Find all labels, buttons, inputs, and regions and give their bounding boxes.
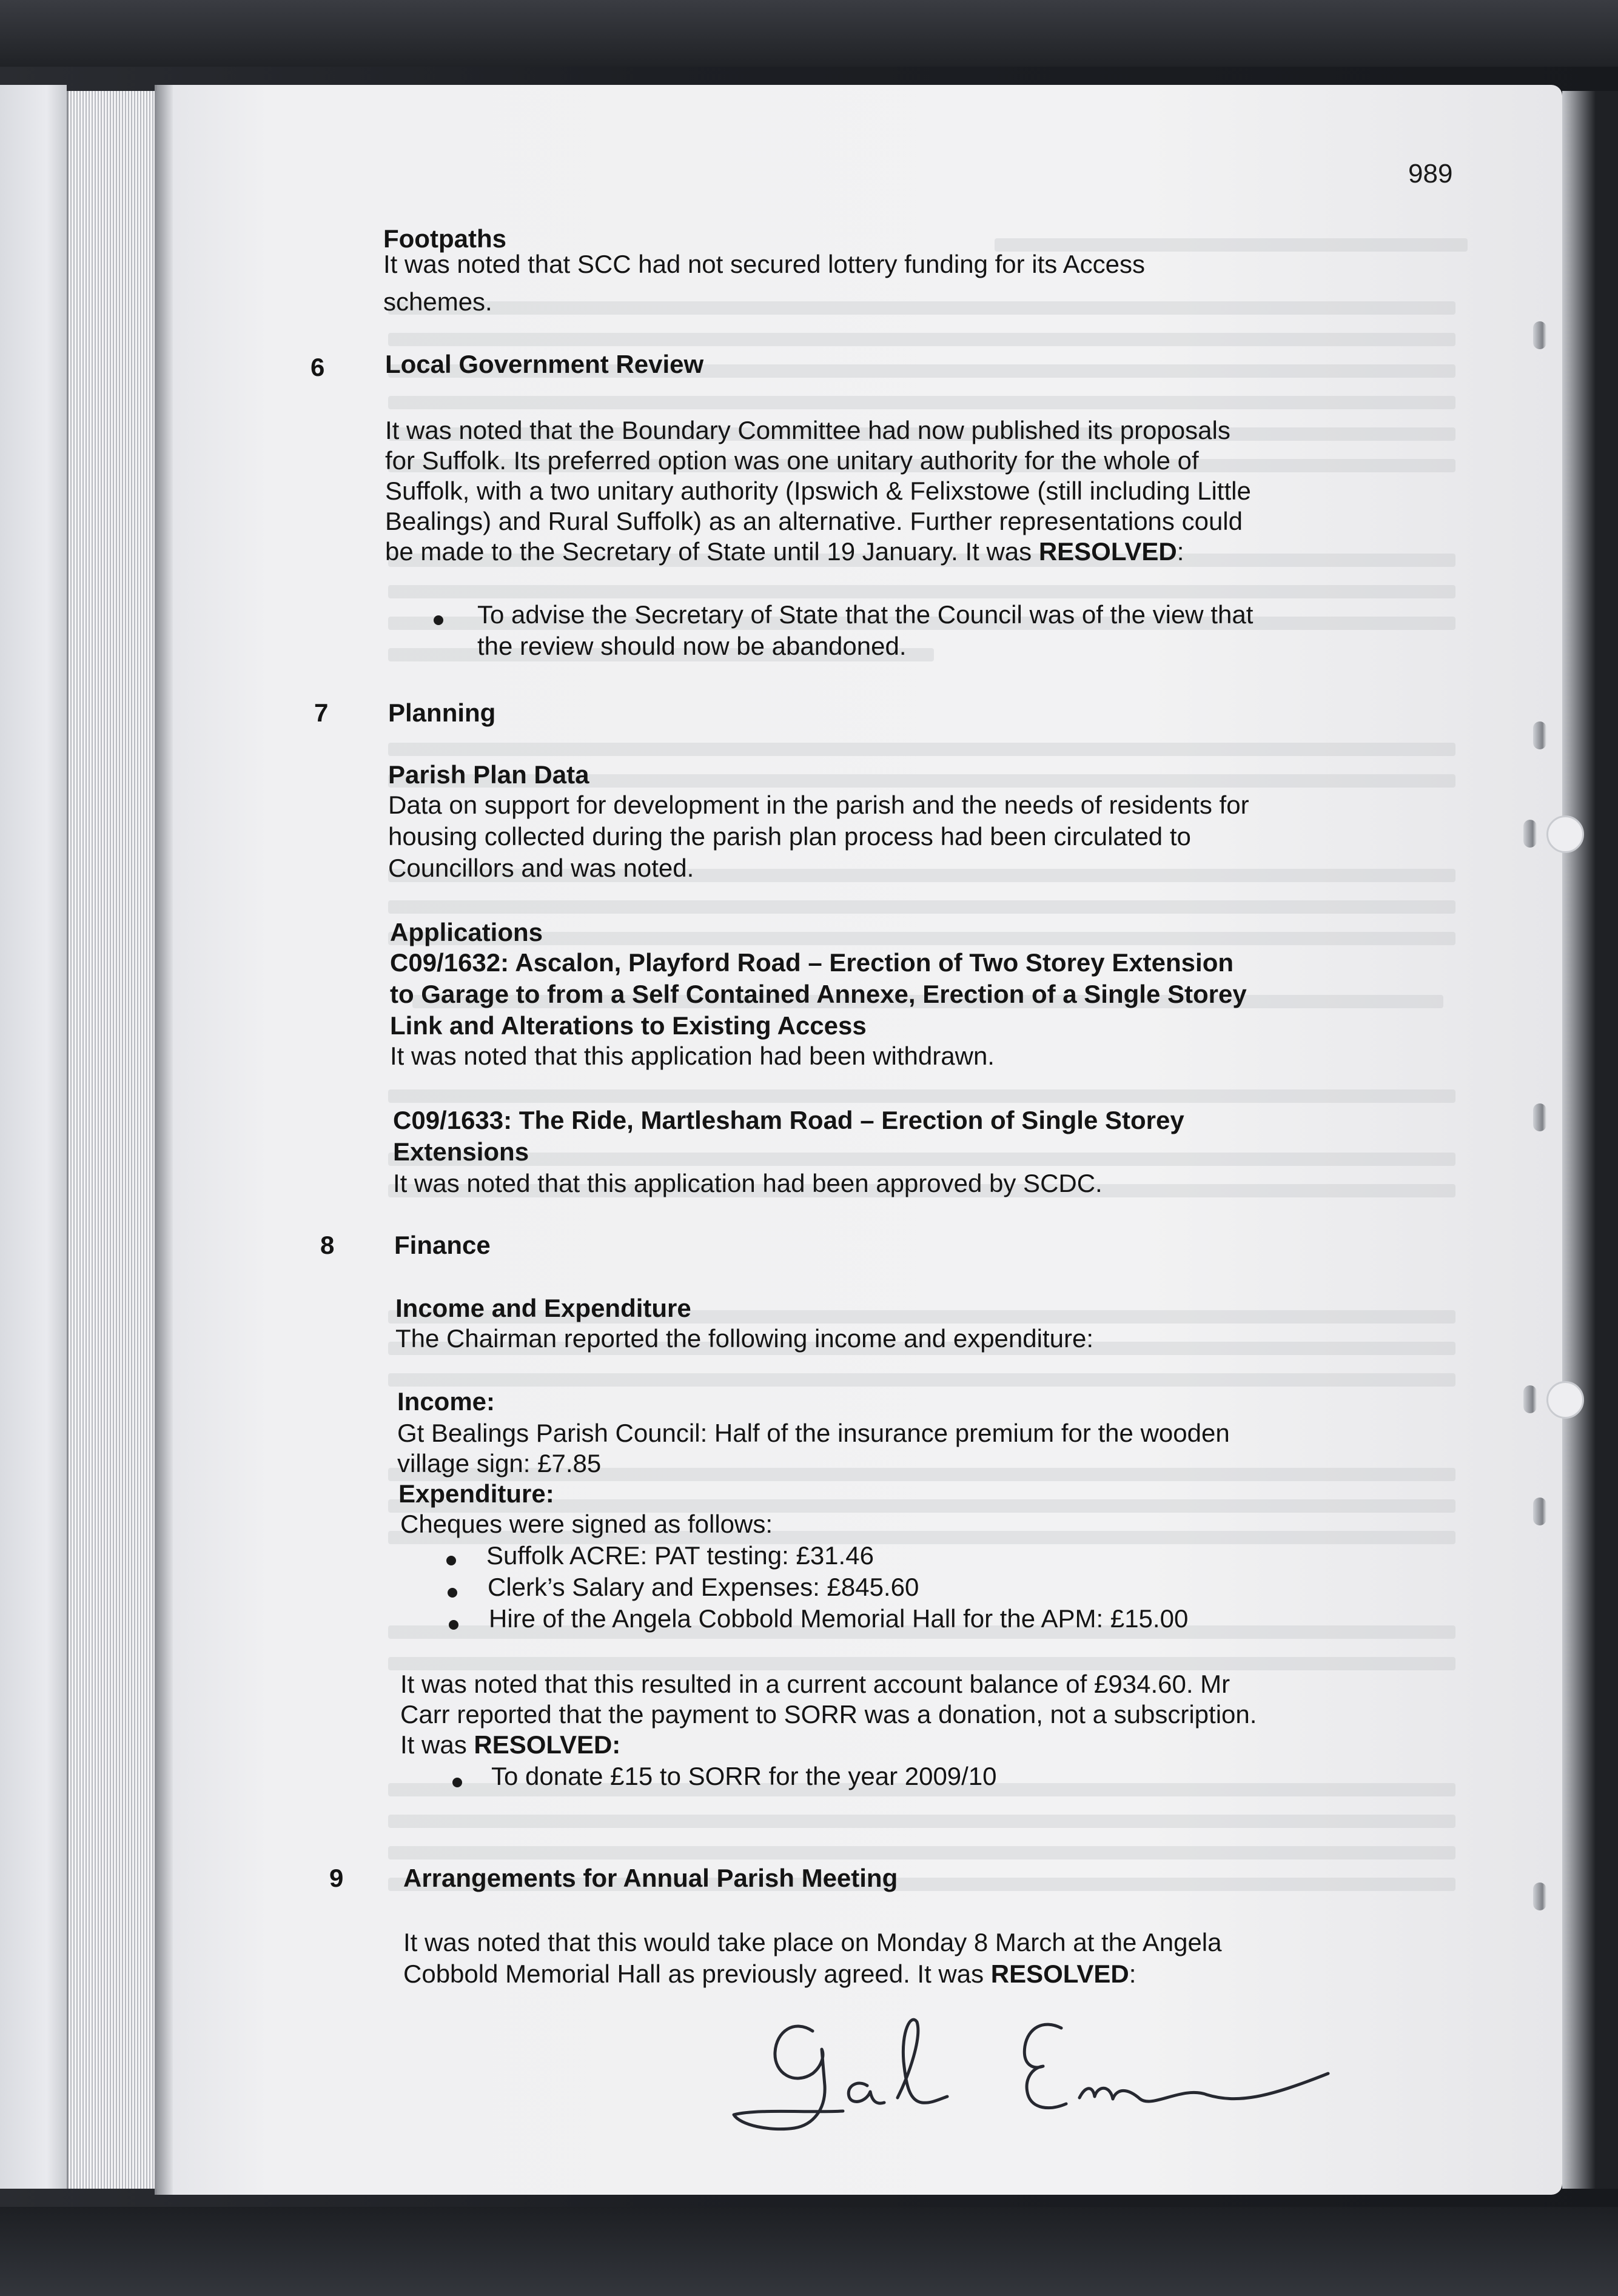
body-line: be made to the Secretary of State until 19 January. It was RESOLVED: [385,537,1184,566]
application-note: It was noted that this application had been withdrawn. [390,1042,995,1070]
body-line: It was noted that this would take place on Monday 8 March at the Angela [403,1928,1222,1956]
binder-top-rim [0,0,1618,67]
application-note: It was noted that this application had been approved by SCDC. [393,1169,1103,1197]
signature-icon [722,1995,1346,2152]
body-line: Data on support for development in the parish and the needs of residents for [388,791,1249,819]
item-number: 6 [311,353,325,381]
footpaths-line: It was noted that SCC had not secured lottery funding for its Access [383,250,1146,278]
item-number: 7 [314,698,329,727]
body-line: Suffolk, with a two unitary authority (Ipswich & Felixstowe (still including Little [385,477,1251,505]
footpaths-heading: Footpaths [383,224,506,253]
binder-ring-icon [1533,1103,1546,1131]
body-line: Carr reported that the payment to SORR was a donation, not a subscription. [400,1700,1257,1729]
body-line: The Chairman reported the following income and expenditure: [395,1324,1094,1353]
spine-shadow [155,85,173,2195]
subsection-heading: Income and Expenditure [395,1294,691,1322]
page-number: 989 [1408,159,1453,189]
bullet-icon [452,1778,462,1787]
cheque-item: Suffolk ACRE: PAT testing: £31.46 [486,1541,874,1570]
binder-ring-icon [1533,721,1546,749]
body-line: for Suffolk. Its preferred option was one unitary authority for the whole of [385,446,1199,475]
facing-page-edge [0,85,67,2189]
application-title: C09/1633: The Ride, Martlesham Road – Erection of Single Storey [393,1106,1184,1134]
binder-ring-icon [1533,1883,1546,1910]
body-line: housing collected during the parish plan process had been circulated to [388,822,1191,851]
bullet-icon [434,615,443,625]
application-title: to Garage to from a Self Contained Annexe, Erection of a Single Storey [390,980,1247,1008]
page-right-edge [1562,91,1618,2189]
income-label: Income: [397,1387,495,1416]
body-line: Bealings) and Rural Suffolk) as an alternative. Further representations could [385,507,1243,535]
body-line: It was noted that the Boundary Committee had now published its proposals [385,416,1230,444]
subsection-heading: Applications [390,918,543,946]
resolution-line: the review should now be abandoned. [477,632,907,660]
section-heading: Planning [388,698,496,727]
application-title: C09/1632: Ascalon, Playford Road – Erection of Two Storey Extension [390,948,1234,977]
footpaths-line: schemes. [383,287,492,316]
body-line: It was RESOLVED: [400,1730,621,1759]
body-line: village sign: £7.85 [397,1449,602,1478]
application-title: Extensions [393,1137,529,1166]
section-heading: Finance [394,1231,491,1259]
binder-bottom-rim [0,2207,1618,2296]
section-heading: Local Government Review [385,350,704,378]
body-line: Councillors and was noted. [388,854,694,882]
resolution-line: To donate £15 to SORR for the year 2009/10 [491,1762,997,1790]
binder-ring-icon [1533,1498,1546,1525]
bullet-icon [448,1588,457,1598]
cheque-item: Hire of the Angela Cobbold Memorial Hall for the APM: £15.00 [489,1604,1189,1633]
cheque-item: Clerk’s Salary and Expenses: £845.60 [488,1573,919,1601]
stacked-page-edges [67,91,156,2189]
bullet-icon [446,1556,456,1565]
body-line: Cobbold Memorial Hall as previously agreed. It was RESOLVED: [403,1960,1136,1988]
expenditure-label: Expenditure: [398,1479,554,1508]
item-number: 8 [320,1231,335,1259]
subsection-heading: Parish Plan Data [388,760,589,789]
item-number: 9 [329,1864,344,1892]
punch-hole-icon [1546,815,1584,853]
resolution-line: To advise the Secretary of State that the Council was of the view that [477,600,1254,629]
application-title: Link and Alterations to Existing Access [390,1011,867,1040]
binder-ring-icon [1523,820,1537,848]
section-heading: Arrangements for Annual Parish Meeting [403,1864,898,1892]
body-line: It was noted that this resulted in a current account balance of £934.60. Mr [400,1670,1230,1698]
punch-hole-icon [1546,1381,1584,1419]
binder-ring-icon [1533,321,1546,349]
bullet-icon [449,1620,458,1630]
body-line: Cheques were signed as follows: [400,1510,773,1538]
binder-ring-icon [1523,1385,1537,1413]
body-line: Gt Bealings Parish Council: Half of the insurance premium for the wooden [397,1419,1230,1447]
